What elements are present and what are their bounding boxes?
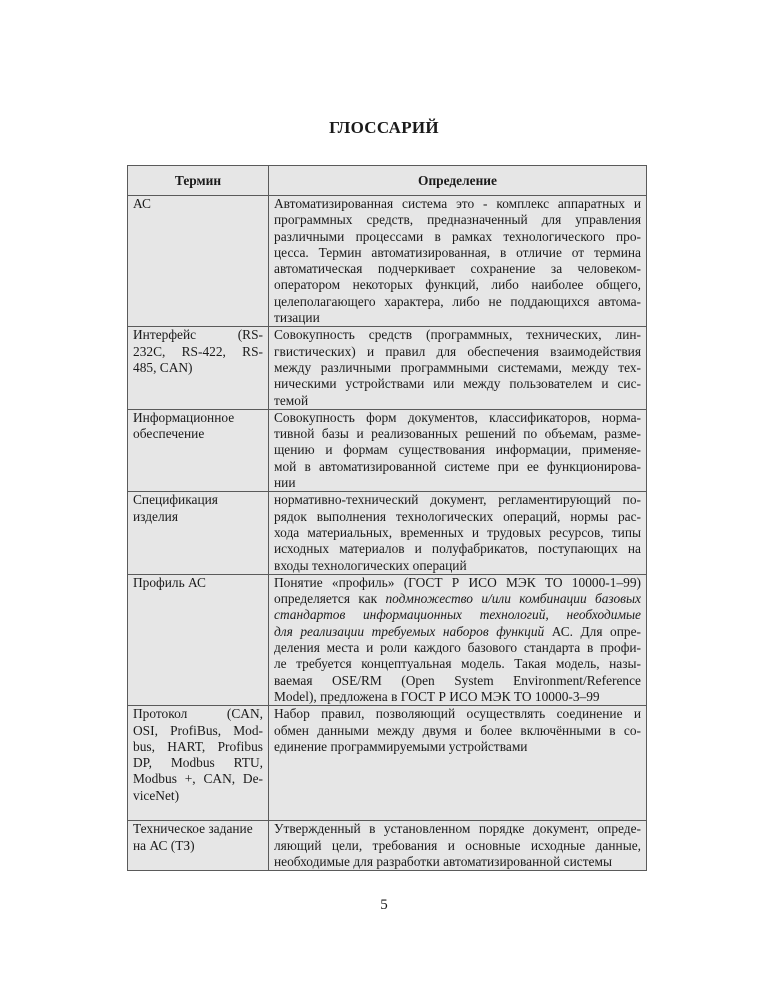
- definition-cell: [269, 821, 647, 871]
- column-header-term: Термин: [128, 166, 269, 196]
- term-cell: [128, 706, 269, 821]
- term-cell: [128, 492, 269, 574]
- definition-line: необходимые для разработки автоматизированной системы: [274, 853, 612, 869]
- table-header-row: [128, 166, 647, 196]
- term-line: Интерфейс (RS-: [133, 327, 263, 343]
- term-line: Техническое задание: [133, 821, 253, 837]
- term-line: Протокол (CAN,: [133, 706, 263, 722]
- term-line: обеспечение: [133, 426, 205, 442]
- definition-line: различными процессами в рамках технологического про-: [274, 228, 641, 244]
- table-row: [128, 821, 647, 871]
- definition-line: нии: [274, 475, 296, 491]
- term-line: АС: [133, 196, 151, 211]
- definition-line: тивной базы и реализованных решений по объемам, разме-: [274, 426, 641, 442]
- term-line: DP, Modbus RTU,: [133, 755, 263, 771]
- definition-cell: [269, 409, 647, 491]
- definition-cell: [269, 492, 647, 574]
- column-header-definition: Определение: [269, 166, 647, 196]
- definition-line: [274, 591, 641, 607]
- term-line: OSI, ProfiBus, Mod-: [133, 722, 263, 738]
- term-line: Modbus +, CAN, De-: [133, 771, 263, 787]
- definition-italic-text: для реализации требуемых наборов функций: [274, 623, 545, 639]
- definition-line: [274, 624, 641, 640]
- definition-cell: [269, 574, 647, 705]
- table-row: [128, 196, 647, 327]
- term-line: bus, HART, Profibus: [133, 738, 263, 754]
- definition-line: гвистических) и правил для обеспечения взаимодействия: [274, 343, 641, 359]
- definition-line: Утвержденный в установленном порядке документ, опреде-: [274, 821, 641, 837]
- term-line: viceNet): [133, 787, 180, 803]
- page-number: 5: [380, 897, 388, 913]
- term-cell: [128, 409, 269, 491]
- definition-line: Автоматизированная система это - комплекс аппаратных и: [274, 196, 641, 211]
- definition-line: Совокупность средств (программных, технических, лин-: [274, 327, 641, 343]
- definition-line: рядок выполнения технологических операций, нормы рас-: [274, 508, 641, 524]
- definition-line: щению и формам существования информации, применяе-: [274, 442, 641, 458]
- definition-line: мой в автоматизированной системе при ее функционирова-: [274, 458, 641, 474]
- glossary-table: [127, 165, 647, 871]
- term-line: Профиль АС: [133, 574, 206, 590]
- definition-line: обмен данными между двумя и более включёнными в со-: [274, 722, 641, 738]
- definition-italic-text: стандартов информационных технологий, необходимые: [274, 607, 641, 623]
- definition-text: АС. Для опре-: [544, 623, 641, 639]
- term-cell: [128, 196, 269, 327]
- term-line: Информационное: [133, 409, 235, 425]
- term-cell: [128, 574, 269, 705]
- definition-line: единение программируемыми устройствами: [274, 738, 528, 754]
- definition-line: хода материальных, временных и трудовых ресурсов, типы: [274, 524, 641, 540]
- table-row: [128, 574, 647, 705]
- definition-line: нормативно-технический документ, регламентирующий по-: [274, 492, 641, 508]
- table-row: [128, 492, 647, 574]
- definition-text: определяется как: [274, 591, 386, 607]
- definition-line: ле требуется концептуальная модель. Такая модель, назы-: [274, 656, 641, 672]
- definition-line: ляющий цели, требования и основные исходные данные,: [274, 837, 641, 853]
- page-title: ГЛОССАРИЙ: [329, 118, 439, 137]
- table-row: [128, 409, 647, 491]
- table-row: [128, 327, 647, 409]
- definition-line: исходных материалов и полуфабрикатов, поступающих на: [274, 541, 641, 557]
- term-cell: [128, 327, 269, 409]
- definition-line: деления места и роли каждого базового стандарта в профи-: [274, 640, 641, 656]
- term-cell: [128, 821, 269, 871]
- definition-cell: [269, 196, 647, 327]
- term-line: на АС (ТЗ): [133, 837, 195, 853]
- table-row: [128, 706, 647, 821]
- term-line: изделия: [133, 508, 178, 524]
- definition-line: входы технологических операций: [274, 557, 467, 573]
- term-line: 485, CAN): [133, 359, 193, 375]
- definition-line: автоматическая подчеркивает сохранение за человеком-: [274, 261, 641, 277]
- definition-line: целеполагающего характера, либо не поддающихся автома-: [274, 293, 641, 309]
- definition-line: тизации: [274, 310, 320, 326]
- definition-line: цесса. Термин автоматизированная, в отличие от термина: [274, 244, 641, 260]
- definition-line: [274, 607, 641, 623]
- definition-line: ническими устройствами или между пользователем и сис-: [274, 376, 641, 392]
- definition-cell: [269, 327, 647, 409]
- term-line: Спецификация: [133, 492, 218, 508]
- definition-line: программных средств, предназначенный для управления: [274, 212, 641, 228]
- term-line: 232C, RS-422, RS-: [133, 343, 263, 359]
- definition-line: темой: [274, 392, 309, 408]
- definition-line: Model), предложена в ГОСТ Р ИСО МЭК ТО 10000-3–99: [274, 688, 600, 704]
- definition-cell: [269, 706, 647, 821]
- definition-line: ваемая OSE/RM (Open System Environment/Reference: [274, 672, 641, 688]
- definition-line: Набор правил, позволяющий осуществлять соединение и: [274, 706, 641, 722]
- definition-line: оператором некоторых функций, либо наиболее общего,: [274, 277, 641, 293]
- definition-line: Понятие «профиль» (ГОСТ Р ИСО МЭК ТО 10000-1–99): [274, 574, 641, 590]
- definition-italic-text: подмножество и/или комбинации базовых: [385, 591, 641, 607]
- definition-line: между различными программными системами, между тех-: [274, 359, 641, 375]
- definition-line: Совокупность форм документов, классификаторов, норма-: [274, 409, 641, 425]
